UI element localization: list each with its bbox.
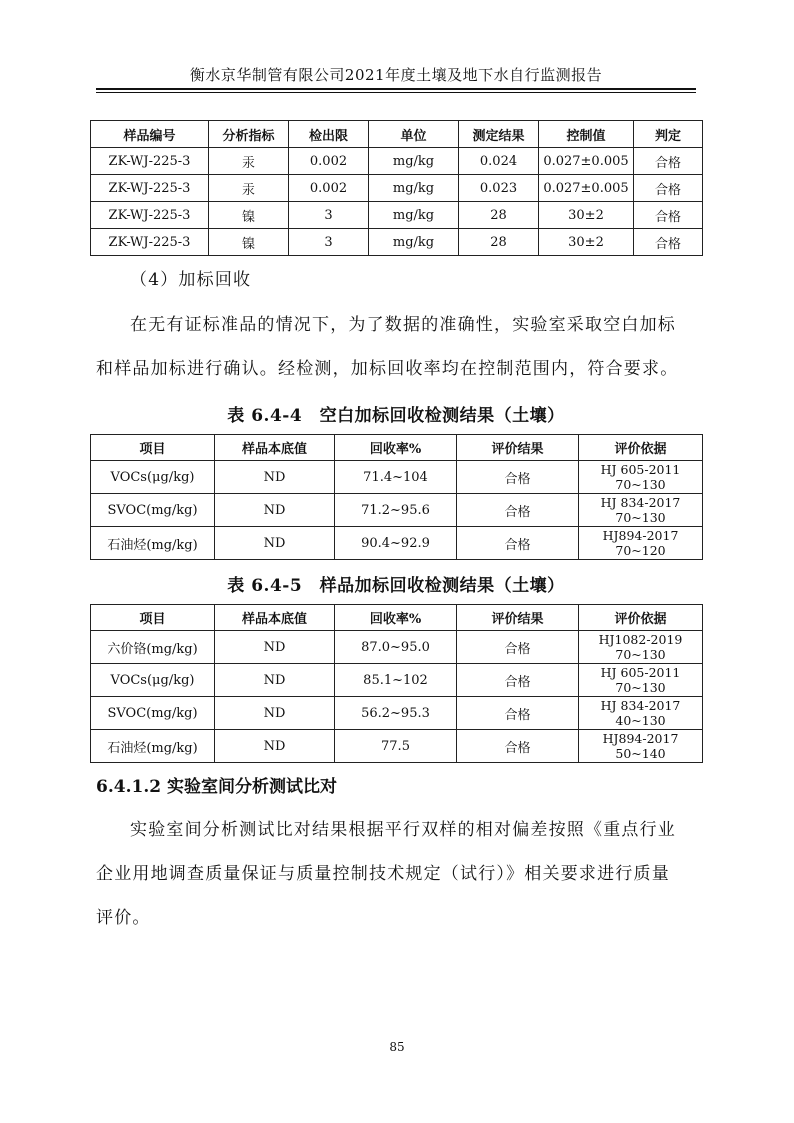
table-cell: 0.002 — [289, 175, 369, 202]
background-cell: ND — [215, 527, 335, 560]
table-cell: 0.023 — [459, 175, 539, 202]
background-cell: ND — [215, 461, 335, 494]
table-cell: 0.027±0.005 — [539, 148, 634, 175]
section-6412-heading: 6.4.1.2 实验室间分析测试比对 — [96, 777, 337, 797]
recovery-rate-cell: 71.2~95.6 — [335, 494, 457, 527]
basis-standard: HJ894-2017 — [602, 731, 679, 746]
page-number: 85 — [389, 1040, 405, 1054]
basis-standard: HJ894-2017 — [602, 528, 679, 543]
background-cell: ND — [215, 730, 335, 763]
table-row — [91, 175, 703, 202]
recovery-rate-cell: 90.4~92.9 — [335, 527, 457, 560]
table-row — [91, 697, 703, 730]
basis-standard: HJ 834-2017 — [600, 495, 681, 510]
background-cell: ND — [215, 664, 335, 697]
result-cell: 合格 — [457, 697, 579, 730]
basis-standard: HJ 605-2011 — [600, 665, 681, 680]
column-header: 项目 — [91, 435, 215, 461]
item-cell: SVOC(mg/kg) — [91, 697, 215, 730]
recovery-rate-cell: 87.0~95.0 — [335, 631, 457, 664]
table-row — [91, 631, 703, 664]
table-cell: mg/kg — [369, 229, 459, 256]
table-row — [91, 148, 703, 175]
header-rule-thick — [96, 88, 696, 90]
recovery-rate-cell: 71.4~104 — [335, 461, 457, 494]
column-header: 样品编号 — [91, 121, 209, 148]
table-row — [91, 229, 703, 256]
item-cell: SVOC(mg/kg) — [91, 494, 215, 527]
background-cell: ND — [215, 494, 335, 527]
table-cell: 镍 — [209, 202, 289, 229]
column-header: 样品本底值 — [215, 435, 335, 461]
section-6412-paragraph-line-2: 企业用地调查质量保证与质量控制技术规定（试行）》相关要求进行质量 — [96, 864, 670, 884]
table-cell: 3 — [289, 229, 369, 256]
table-cell: 汞 — [209, 148, 289, 175]
table-cell: ZK-WJ-225-3 — [91, 175, 209, 202]
column-header: 单位 — [369, 121, 459, 148]
section-4-heading: （4）加标回收 — [130, 270, 252, 290]
table-row — [91, 664, 703, 697]
table-header-row — [91, 121, 703, 148]
table-cell: ZK-WJ-225-3 — [91, 229, 209, 256]
column-header: 判定 — [634, 121, 703, 148]
basis-cell — [579, 494, 703, 527]
basis-range: 50~140 — [615, 746, 666, 761]
section-6412-paragraph-line-3: 评价。 — [96, 908, 151, 928]
page-header: 衡水京华制管有限公司2021年度土壤及地下水自行监测报告 — [189, 66, 603, 84]
basis-cell — [579, 730, 703, 763]
basis-cell — [579, 461, 703, 494]
blank-spike-recovery-table — [90, 434, 703, 560]
table-cell: mg/kg — [369, 175, 459, 202]
table-cell: ZK-WJ-225-3 — [91, 202, 209, 229]
result-cell: 合格 — [457, 494, 579, 527]
basis-cell — [579, 697, 703, 730]
basis-range: 70~130 — [615, 680, 666, 695]
basis-standard: HJ 605-2011 — [600, 462, 681, 477]
result-cell: 合格 — [457, 730, 579, 763]
column-header: 回收率% — [335, 435, 457, 461]
table-cell: 0.024 — [459, 148, 539, 175]
column-header: 检出限 — [289, 121, 369, 148]
basis-cell — [579, 631, 703, 664]
result-cell: 合格 — [457, 527, 579, 560]
basis-range: 70~130 — [615, 477, 666, 492]
basis-cell — [579, 527, 703, 560]
column-header: 分析指标 — [209, 121, 289, 148]
table-header-row — [91, 605, 703, 631]
item-cell: 石油烃(mg/kg) — [91, 730, 215, 763]
basis-range: 70~120 — [615, 543, 666, 558]
background-cell: ND — [215, 697, 335, 730]
section-6412-paragraph-line-1: 实验室间分析测试比对结果根据平行双样的相对偏差按照《重点行业 — [130, 820, 676, 840]
sample-spike-recovery-table — [90, 604, 703, 763]
recovery-rate-cell: 85.1~102 — [335, 664, 457, 697]
column-header: 测定结果 — [459, 121, 539, 148]
column-header: 评价结果 — [457, 435, 579, 461]
table-cell: mg/kg — [369, 202, 459, 229]
header-rule-thin — [96, 92, 696, 93]
column-header: 样品本底值 — [215, 605, 335, 631]
table-cell: mg/kg — [369, 148, 459, 175]
result-cell: 合格 — [457, 461, 579, 494]
basis-standard: HJ 834-2017 — [600, 698, 681, 713]
recovery-rate-cell: 77.5 — [335, 730, 457, 763]
table-cell: 0.027±0.005 — [539, 175, 634, 202]
table-cell: 合格 — [634, 229, 703, 256]
column-header: 评价结果 — [457, 605, 579, 631]
control-sample-table — [90, 120, 703, 256]
section-4-paragraph-line-1: 在无有证标准品的情况下，为了数据的准确性，实验室采取空白加标 — [130, 315, 676, 335]
table-cell: 28 — [459, 202, 539, 229]
table-cell: 0.002 — [289, 148, 369, 175]
table-cell: 合格 — [634, 148, 703, 175]
table-cell: ZK-WJ-225-3 — [91, 148, 209, 175]
table-3-caption: 表 6.4-5 样品加标回收检测结果（土壤） — [227, 576, 565, 596]
item-cell: 石油烃(mg/kg) — [91, 527, 215, 560]
table-cell: 合格 — [634, 175, 703, 202]
background-cell: ND — [215, 631, 335, 664]
table-cell: 30±2 — [539, 229, 634, 256]
table-row — [91, 730, 703, 763]
column-header: 项目 — [91, 605, 215, 631]
item-cell: VOCs(μg/kg) — [91, 461, 215, 494]
basis-standard: HJ1082-2019 — [598, 632, 683, 647]
result-cell: 合格 — [457, 664, 579, 697]
section-4-paragraph-line-2: 和样品加标进行确认。经检测，加标回收率均在控制范围内，符合要求。 — [96, 359, 679, 379]
column-header: 控制值 — [539, 121, 634, 148]
table-row — [91, 461, 703, 494]
table-cell: 合格 — [634, 202, 703, 229]
table-cell: 汞 — [209, 175, 289, 202]
basis-range: 40~130 — [615, 713, 666, 728]
basis-range: 70~130 — [615, 647, 666, 662]
basis-range: 70~130 — [615, 510, 666, 525]
recovery-rate-cell: 56.2~95.3 — [335, 697, 457, 730]
table-row — [91, 202, 703, 229]
table-row — [91, 494, 703, 527]
table-cell: 镍 — [209, 229, 289, 256]
table-header-row — [91, 435, 703, 461]
column-header: 评价依据 — [579, 435, 703, 461]
table-cell: 30±2 — [539, 202, 634, 229]
table-2-caption: 表 6.4-4 空白加标回收检测结果（土壤） — [227, 406, 565, 426]
table-cell: 28 — [459, 229, 539, 256]
item-cell: VOCs(μg/kg) — [91, 664, 215, 697]
table-cell: 3 — [289, 202, 369, 229]
table-row — [91, 527, 703, 560]
column-header: 评价依据 — [579, 605, 703, 631]
column-header: 回收率% — [335, 605, 457, 631]
item-cell: 六价铬(mg/kg) — [91, 631, 215, 664]
result-cell: 合格 — [457, 631, 579, 664]
basis-cell — [579, 664, 703, 697]
